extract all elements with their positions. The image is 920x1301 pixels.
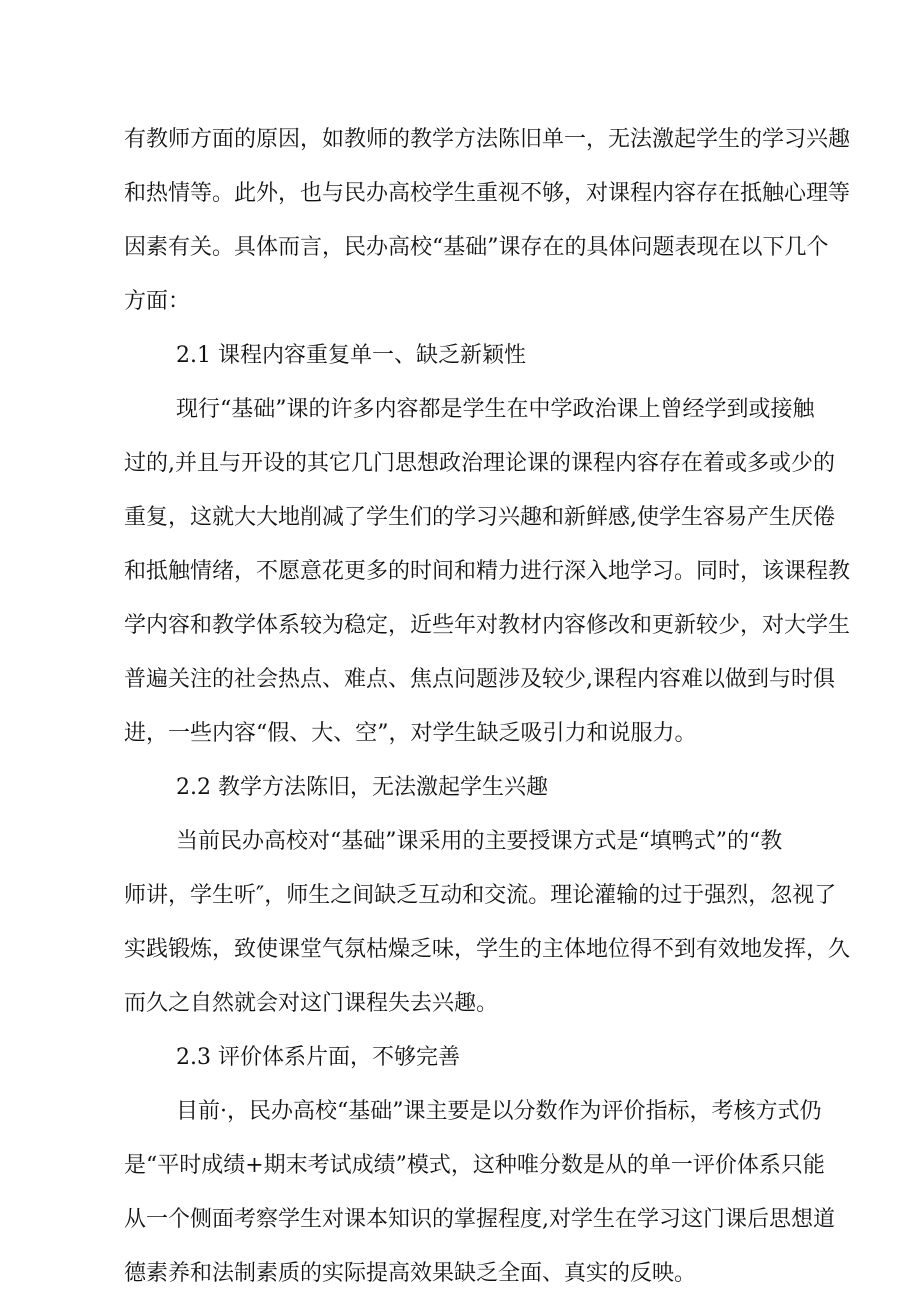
section-2-3-line-2: 是“平时成绩+期末考试成绩”模式，这种唯分数是从的单一评价体系只能: [124, 1153, 825, 1178]
section-2-3-heading: 2.3 评价体系片面，不够完善: [176, 1045, 460, 1070]
section-2-1-line-2: 过的,并且与开设的其它几门思想政治理论课的课程内容存在着或多或少的: [124, 451, 835, 476]
section-2-2-line-4: 而久之自然就会对这门课程失去兴趣。: [124, 991, 499, 1016]
section-2-3-line-3: 从一个侧面考察学生对课本知识的掌握程度,对学生在学习这门课后思想道: [124, 1207, 835, 1232]
section-2-1-line-1: 现行“基础”课的许多内容都是学生在中学政治课上曾经学到或接触: [176, 397, 815, 422]
section-2-1-heading: 2.1 课程内容重复单一、缺乏新颖性: [176, 343, 526, 368]
intro-line-3: 因素有关。具体而言，民办高校“基础”课存在的具体问题表现在以下几个: [124, 235, 829, 260]
section-2-1-line-6: 普遍关注的社会热点、难点、焦点问题涉及较少,课程内容难以做到与时俱: [124, 667, 835, 692]
intro-line-2: 和热情等。此外，也与民办高校学生重视不够，对课程内容存在抵触心理等: [124, 181, 851, 206]
section-2-3-line-1: 目前·，民办高校“基础”课主要是以分数作为评价指标，考核方式仍: [176, 1099, 822, 1124]
intro-line-4: 方面：: [124, 289, 191, 314]
section-2-1-line-7: 进，一些内容“假、大、空”，对学生缺乏吸引力和说服力。: [124, 721, 697, 746]
section-2-2-line-3: 实践锻炼，致使课堂气氛枯燥乏味，学生的主体地位得不到有效地发挥，久: [124, 937, 851, 962]
section-2-1-line-3: 重复，这就大大地削减了学生们的学习兴趣和新鲜感,使学生容易产生厌倦: [124, 505, 835, 530]
section-2-2-heading: 2.2 教学方法陈旧，无法激起学生兴趣: [176, 775, 548, 800]
intro-line-1: 有教师方面的原因，如教师的教学方法陈旧单一，无法激起学生的学习兴趣: [124, 127, 851, 152]
section-2-3-line-4: 德素养和法制素质的实际提高效果缺乏全面、真实的反映。: [124, 1261, 697, 1286]
section-2-1-line-4: 和抵触情绪，不愿意花更多的时间和精力进行深入地学习。同时，该课程教: [124, 559, 851, 584]
section-2-2-line-2: 师讲，学生听″，师生之间缺乏互动和交流。理论灌输的过于强烈，忽视了: [124, 883, 837, 908]
section-2-1-line-5: 学内容和教学体系较为稳定，近些年对教材内容修改和更新较少，对大学生: [124, 613, 851, 638]
section-2-2-line-1: 当前民办高校对“基础”课采用的主要授课方式是“填鸭式”的“教: [176, 829, 783, 854]
